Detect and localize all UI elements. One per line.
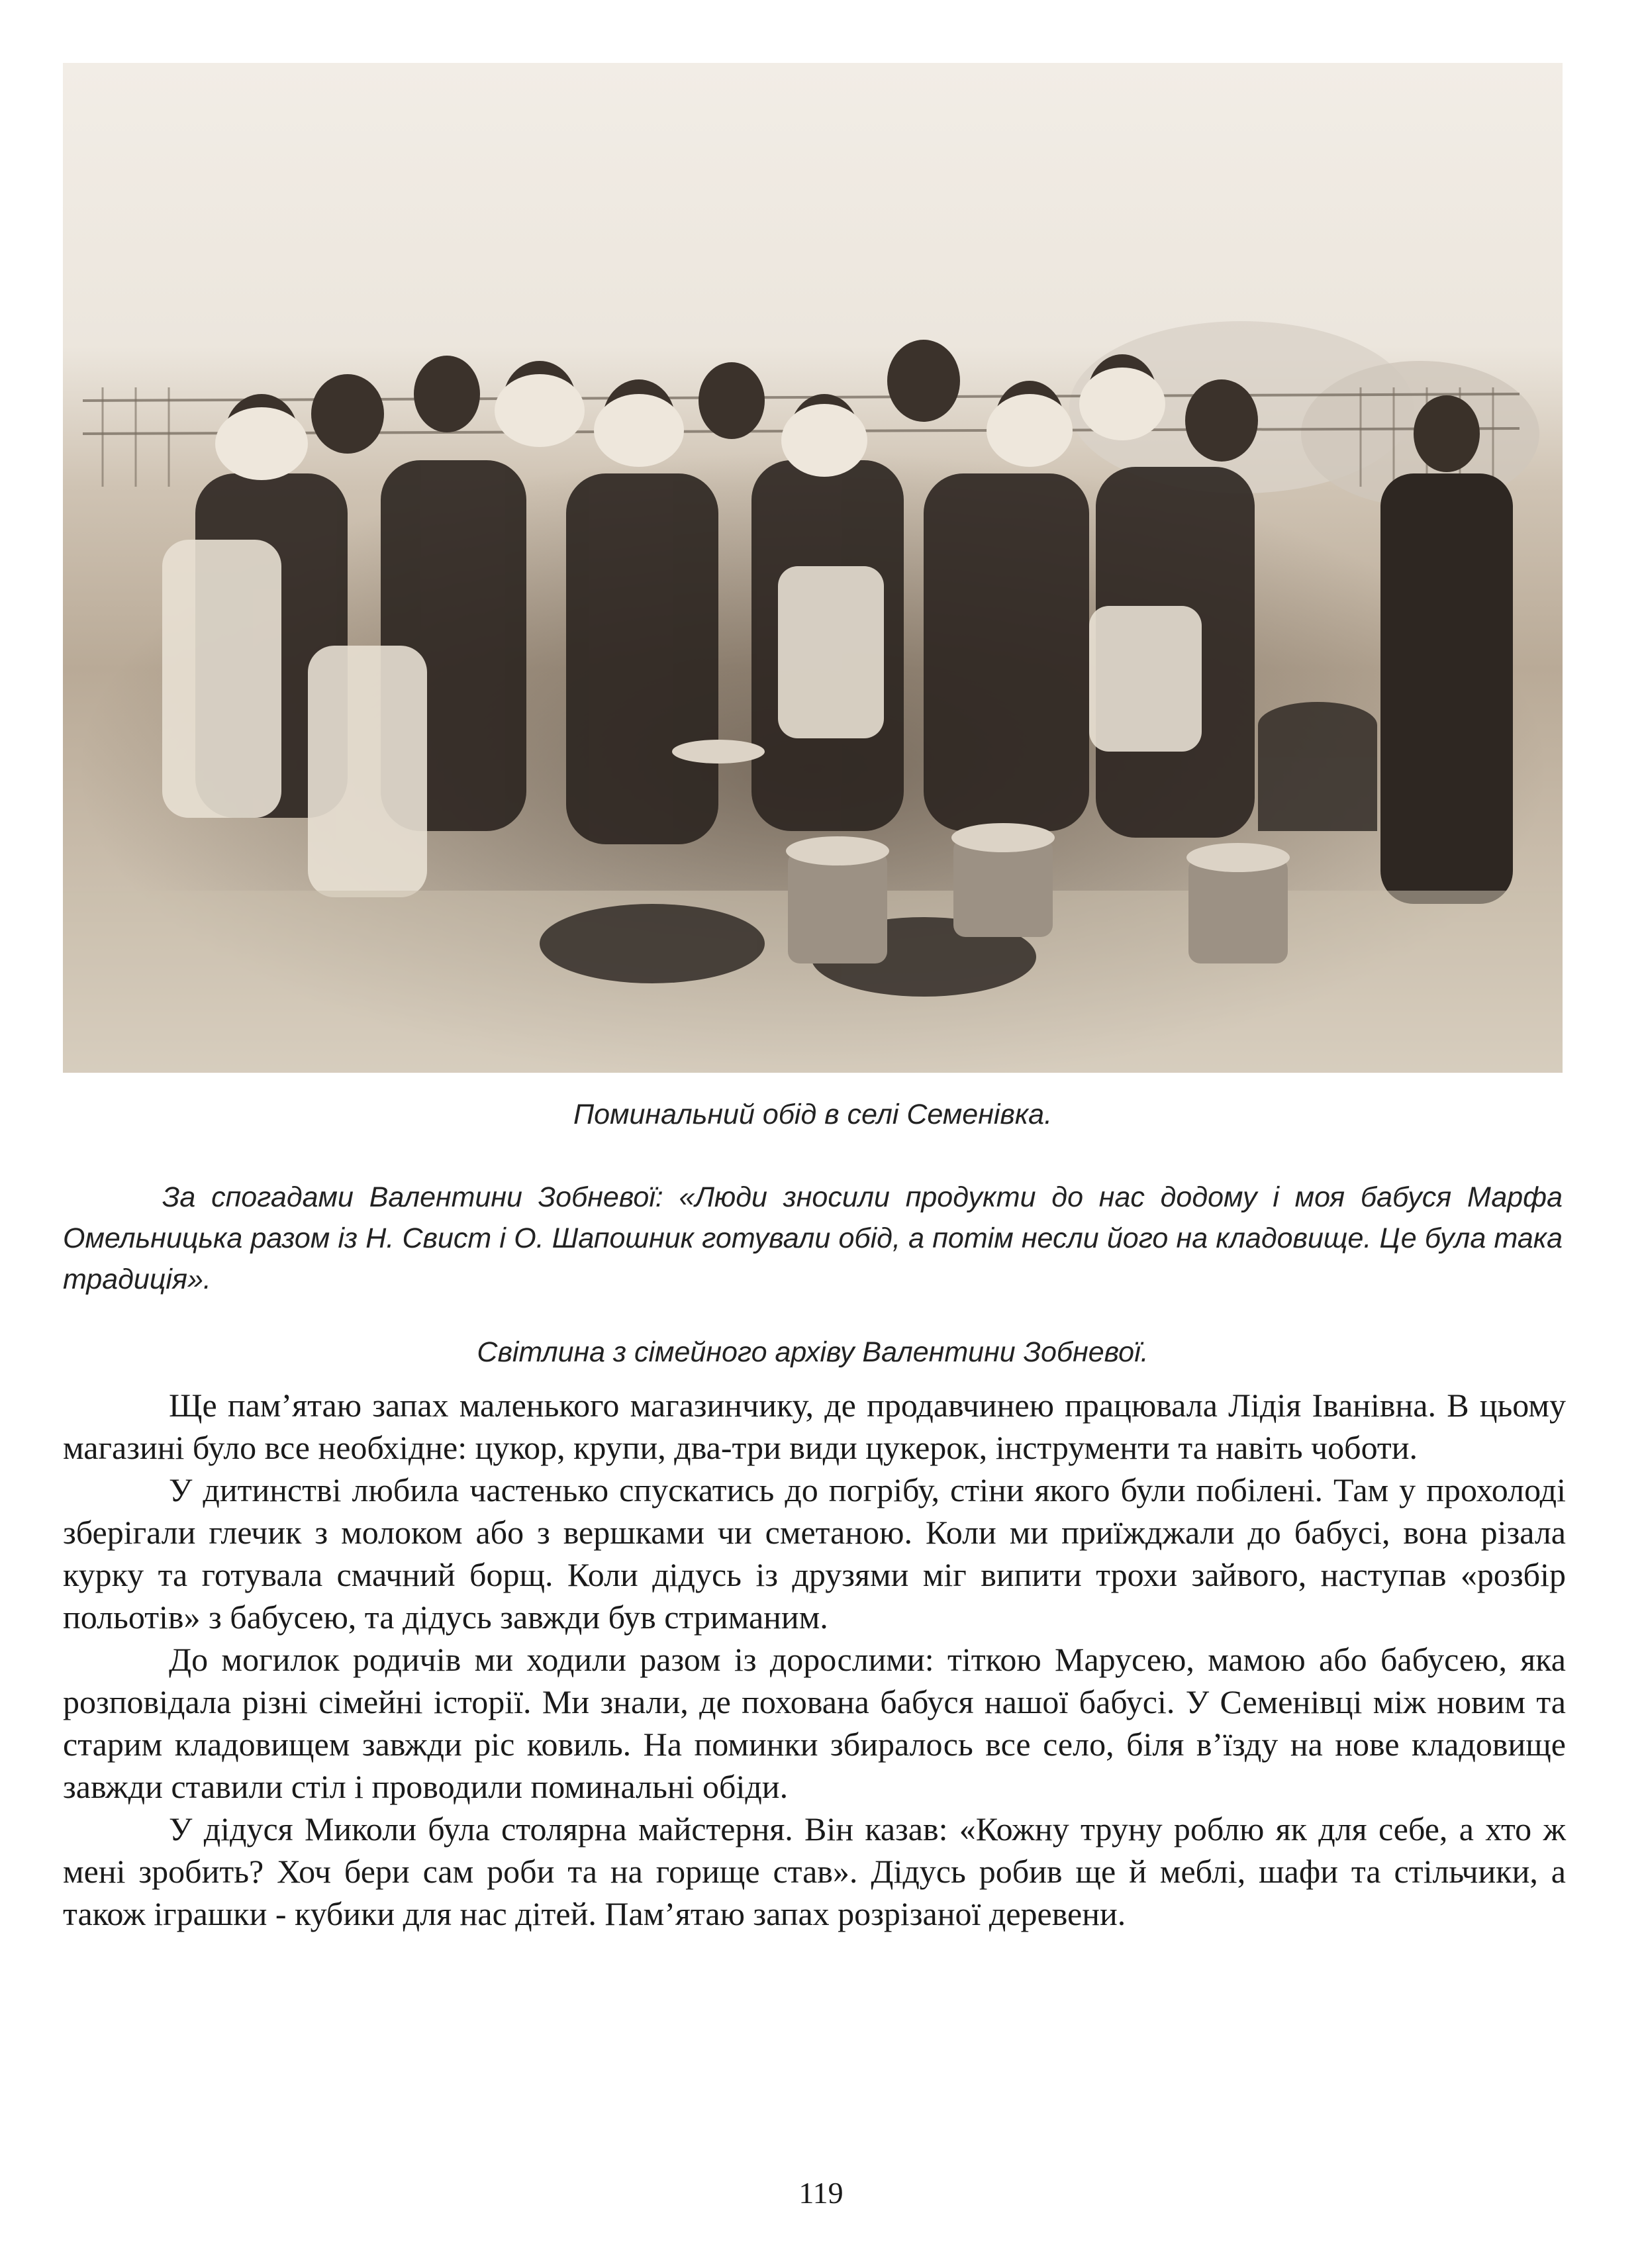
body-text xyxy=(63,1384,1566,1935)
paragraph: У дитинстві любила частенько спускатись до погрібу, стіни якого були побілені. Там у прохолоді зберігали глечик з молоком або з вершками чи сметаною. Коли ми приїжджали до бабусі, вона різала курку та готувала смачний борщ. Коли дідусь із друзями міг випити трохи зайвого, наступав «розбір польотів» з бабусею, та дідусь завжди був стриманим. xyxy=(63,1471,1566,1636)
photo-illustration xyxy=(63,63,1563,1073)
group-photo xyxy=(63,63,1563,1073)
paragraph: У дідуся Миколи була столярна майстерня. Він казав: «Кожну труну роблю як для себе, а хто ж мені зробить? Хоч бери сам роби та на горище став». Дідусь робив ще й меблі, шафи та стільчики, а також іграшки - кубики для нас дітей. Пам’ятаю запах розрізаної деревени. xyxy=(63,1810,1566,1932)
paragraph: Ще пам’ятаю запах маленького магазинчику, де продавчинею працювала Лідія Іванівна. В цьому магазині було все необхідне: цукор, крупи, два-три види цукерок, інструменти та навіть чоботи. xyxy=(63,1387,1566,1466)
photo-quote-caption xyxy=(63,1177,1563,1300)
paragraph: До могилок родичів ми ходили разом із дорослими: тіткою Марусею, мамою або бабусею, яка розповідала різні сімейні історії. Ми знали, де похована бабуся нашої бабусі. У Семенівці між новим та старим кладовищем завжди ріс ковиль. На поминки збиралось все село, біля в’їзду на нове кладовище завжди ставили стіл і проводили поминальні обіди. xyxy=(63,1641,1566,1805)
photo-source-caption: Світлина з сімейного архіву Валентини Зобневої. xyxy=(477,1336,1149,1368)
page-number: 119 xyxy=(798,2176,844,2210)
quote-text: За спогадами Валентини Зобневої: «Люди зносили продукти до нас додому і моя бабуся Марфа Омельницька разом із Н. Свист і О. Шапошник готували обід, а потім несли його на кладовище. Це була така традиція». xyxy=(63,1181,1563,1295)
photo-title-caption: Поминальний обід в селі Семенівка. xyxy=(573,1099,1053,1130)
